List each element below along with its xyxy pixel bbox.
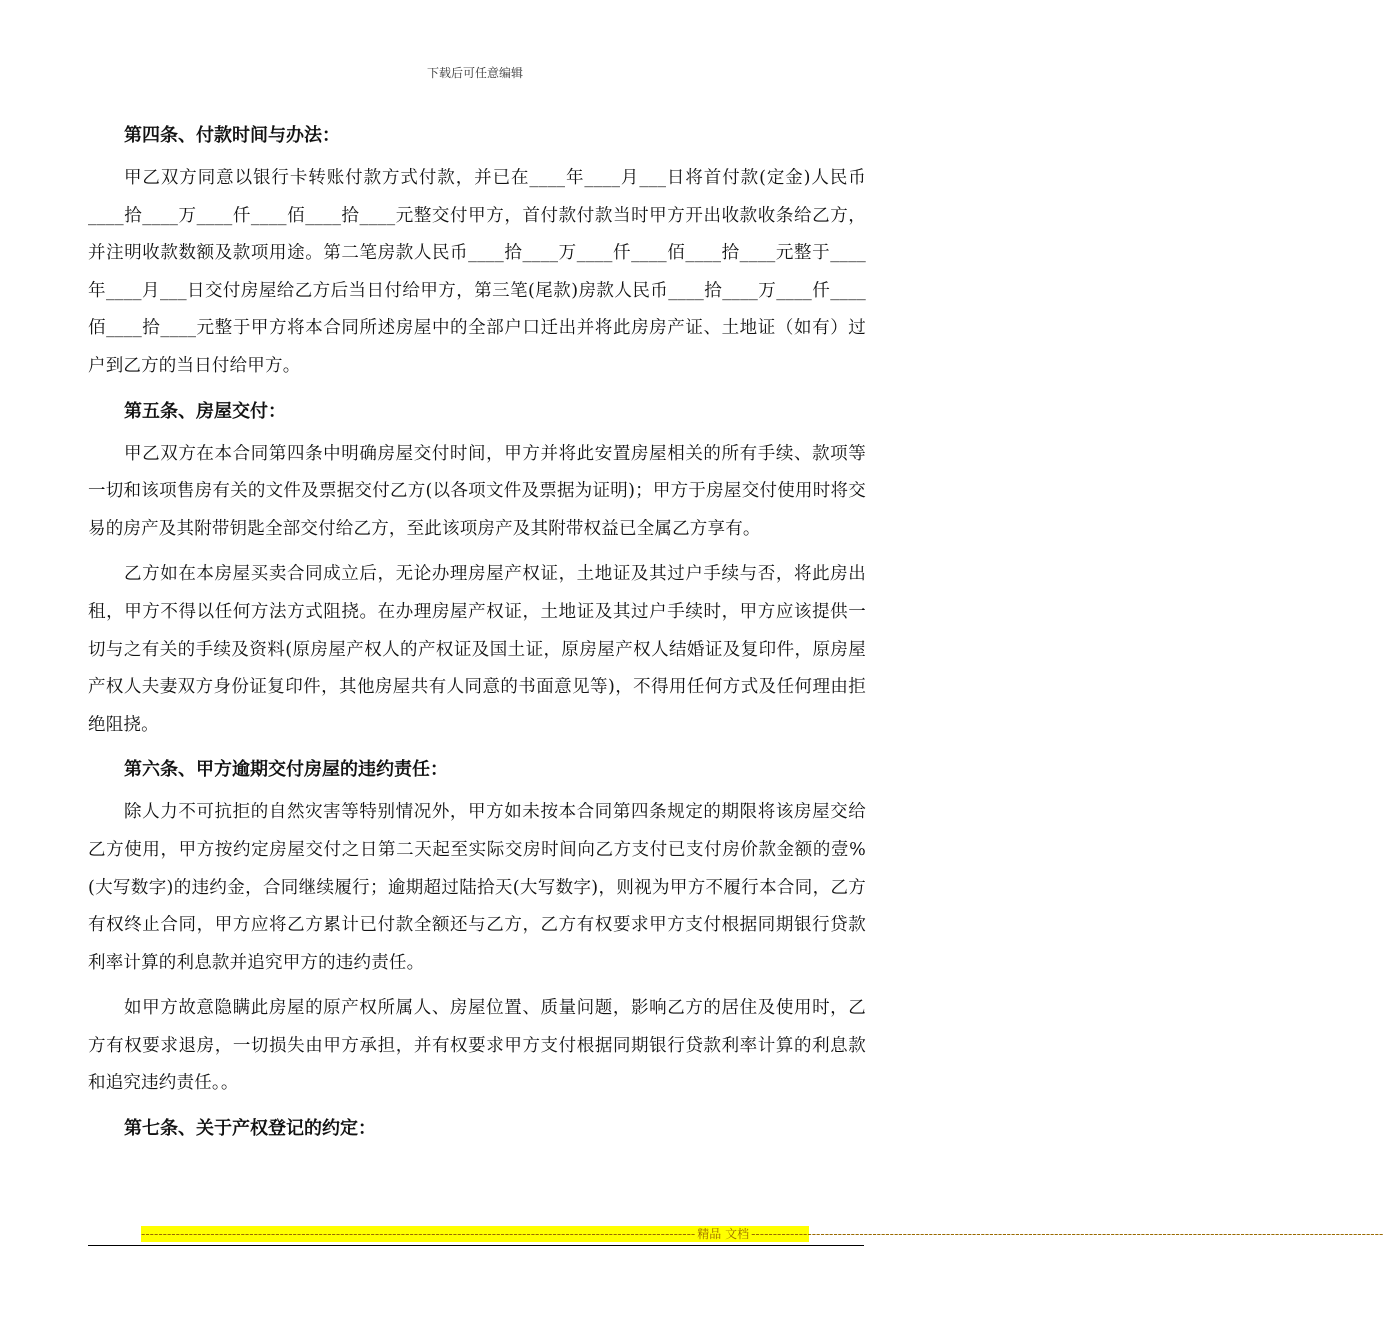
footer-label: 精品 文档	[697, 1227, 750, 1241]
footer-dashes-left: --------------------------------------------------------------------------------------------------------------------------------	[141, 1227, 696, 1241]
article-paragraph: 如甲方故意隐瞒此房屋的原产权所属人、房屋位置、质量问题，影响乙方的居住及使用时，乙方有权要求退房，一切损失由甲方承担，并有权要求甲方支付根据同期银行贷款利率计算的利息款和追究违约责任。。	[88, 998, 866, 1094]
article-7	[88, 1111, 866, 1147]
footer-dashes-right: --------------------------------------------------------------------------------------------------------------------------------------------------	[751, 1227, 1383, 1241]
article-paragraph: 乙方如在本房屋买卖合同成立后，无论办理房屋产权证，土地证及其过户手续与否，将此房出租，甲方不得以任何方法方式阻挠。在办理房屋产权证，土地证及其过户手续时，甲方应该提供一切与之有关的手续及资料(原房屋产权人的产权证及国土证，原房屋产权人结婚证及复印件，原房屋产权人夫妻双方身份证复印件，其他房屋共有人同意的书面意见等)，不得用任何方式及任何理由拒绝阻挠。	[88, 564, 866, 735]
header-note: 下载后可任意编辑	[426, 66, 523, 80]
article-paragraph: 除人力不可抗拒的自然灾害等特别情况外，甲方如未按本合同第四条规定的期限将该房屋交给乙方使用，甲方按约定房屋交付之日第二天起至实际交房时间向乙方支付已支付房价款金额的壹%(大写数字)的违约金，合同继续履行；逾期超过陆拾天(大写数字)，则视为甲方不履行本合同，乙方有权终止合同，甲方应将乙方累计已付款全额还与乙方，乙方有权要求甲方支付根据同期银行贷款利率计算的利息款并追究甲方的违约责任。	[88, 802, 866, 973]
article-5	[88, 394, 866, 745]
article-heading: 第五条、房屋交付：	[124, 400, 286, 422]
article-heading: 第四条、付款时间与办法：	[124, 125, 340, 146]
footer-banner	[141, 1226, 1383, 1242]
article-heading: 第七条、关于产权登记的约定：	[124, 1118, 376, 1140]
article-paragraph: 甲乙双方同意以银行卡转账付款方式付款，并已在____年____月___日将首付款(定金)人民币____拾____万____仟____佰____拾____元整交付甲方，首付款付款当时甲方开出收款收条给乙方，并注明收款数额及款项用途。第二笔房款人民币____拾____万____仟____佰____拾____元整于____年____月___日交付房屋给乙方后当日付给甲方，第三笔(尾款)房款人民币____拾____万____仟____佰____拾____元整于甲方将本合同所述房屋中的全部户口迁出并将此房房产证、土地证（如有）过户到乙方的当日付给甲方。	[88, 168, 866, 376]
document-body	[88, 118, 866, 1153]
article-paragraph: 甲乙双方在本合同第四条中明确房屋交付时间，甲方并将此安置房屋相关的所有手续、款项等一切和该项售房有关的文件及票据交付乙方(以各项文件及票据为证明)；甲方于房屋交付使用时将交易的房产及其附带钥匙全部交付给乙方，至此该项房产及其附带权益已全属乙方享有。	[88, 443, 866, 539]
article-4	[88, 118, 866, 386]
article-6	[88, 752, 866, 1103]
footer-divider	[88, 1245, 864, 1246]
article-heading: 第六条、甲方逾期交付房屋的违约责任：	[124, 759, 448, 781]
